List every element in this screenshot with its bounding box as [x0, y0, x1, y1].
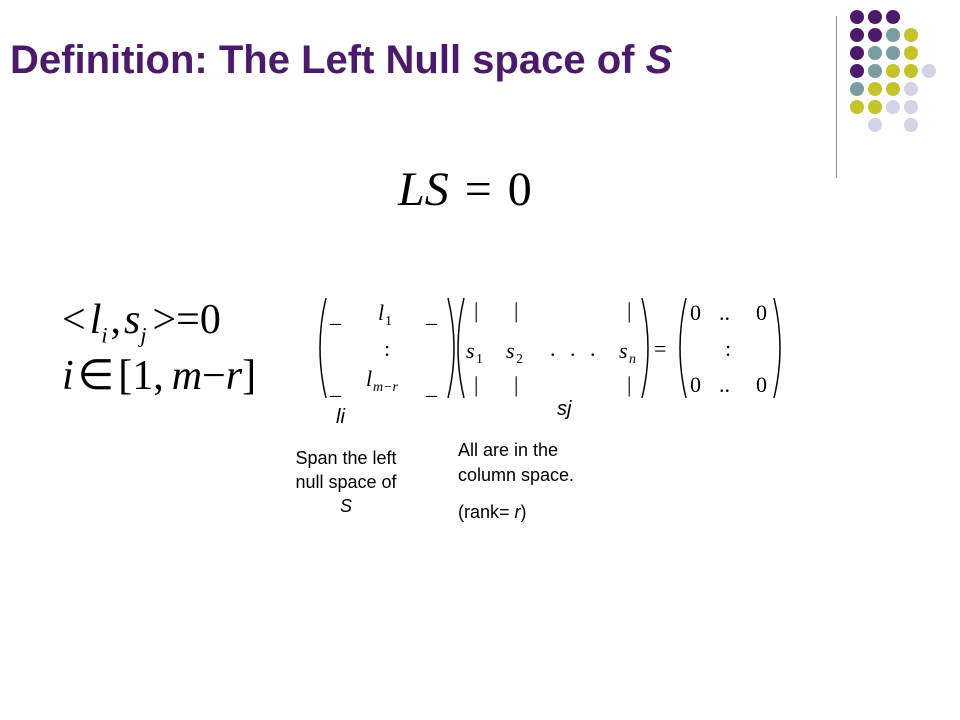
matrix-l-row1-subscript: 1	[385, 314, 392, 329]
angle-close-equals: >=	[152, 297, 200, 343]
decorative-dot	[850, 82, 864, 96]
interval-close: ]	[242, 353, 257, 399]
decorative-dot-grid	[850, 10, 940, 160]
caption-column-space	[458, 438, 658, 525]
matrix-zero-top-dots: ..	[719, 300, 730, 325]
comma: ,	[110, 297, 121, 343]
matrix-zero-top-left: 0	[690, 300, 701, 325]
decorative-dot	[868, 28, 882, 42]
matrix-s-col1-bar-bottom: |	[474, 372, 479, 397]
var-s-subscript: j	[140, 322, 147, 348]
decorative-dot	[868, 100, 882, 114]
decorative-dot	[904, 46, 918, 60]
matrix-l-row3-left-dash: _	[330, 374, 341, 399]
var-m: m	[171, 353, 203, 399]
main-equation-equals: =	[464, 163, 492, 216]
caption-left-line1: Span the left	[295, 448, 397, 468]
decorative-dot	[868, 64, 882, 78]
matrix-s-right-paren	[642, 298, 648, 398]
decorative-dot	[904, 100, 918, 114]
var-i: i	[62, 353, 74, 399]
matrix-s-coln-var: s	[619, 338, 628, 363]
decorative-dot	[850, 28, 864, 42]
slide-title	[10, 36, 672, 84]
matrix-s-col1-bar-top: |	[474, 298, 479, 323]
matrix-equals: =	[654, 336, 667, 361]
matrix-s-coln-bar-bottom: |	[627, 372, 632, 397]
var-r: r	[225, 353, 243, 399]
index-range-equation	[62, 352, 256, 400]
caption-left-line2: null space of	[295, 472, 397, 492]
zero: 0	[199, 297, 221, 343]
matrix-l-row1-right-dash: _	[426, 302, 437, 327]
decorative-dot	[922, 64, 936, 78]
decorative-dot	[886, 28, 900, 42]
decorative-dot	[850, 10, 864, 24]
decorative-dot	[850, 100, 864, 114]
decorative-dot	[904, 118, 918, 132]
matrix-l-row3-right-dash: _	[426, 374, 437, 399]
matrix-zero-bottom-right: 0	[756, 372, 767, 397]
decorative-dot	[886, 82, 900, 96]
matrix-s-col2-var: s	[506, 338, 515, 363]
matrix-l-right-paren	[448, 298, 454, 398]
rank-variable: r	[514, 502, 521, 522]
matrix-zero-left-paren	[680, 298, 686, 398]
decorative-dot	[886, 64, 900, 78]
caption-left-variable: S	[339, 496, 352, 516]
caption-left-null-space	[270, 446, 422, 518]
angle-open: <	[62, 297, 86, 343]
main-equation-rhs: 0	[507, 163, 532, 216]
main-equation-lhs: LS	[398, 163, 449, 216]
caption-right-line2: column space.	[458, 465, 575, 485]
matrix-zero-bottom-dots: ..	[719, 372, 730, 397]
matrix-l-row3-var: l	[366, 366, 373, 391]
matrix-s-col2-bar-bottom: |	[514, 372, 519, 397]
decorative-dot	[904, 64, 918, 78]
decorative-dot	[850, 64, 864, 78]
var-s: s	[123, 297, 141, 343]
decorative-dot	[868, 118, 882, 132]
decorative-dot	[868, 10, 882, 24]
matrix-s-dot-3: .	[590, 336, 596, 361]
element-of-symbol: ∈	[77, 353, 115, 399]
decorative-dot	[904, 28, 918, 42]
label-li: li	[336, 406, 345, 428]
caption-right-line1: All are in the	[458, 440, 559, 460]
matrix-s-left-paren	[458, 298, 464, 398]
decorative-dot	[904, 82, 918, 96]
rank-suffix: )	[520, 502, 527, 522]
main-equation	[398, 160, 532, 220]
var-l-subscript: i	[101, 322, 108, 348]
matrix-s-col2-bar-top: |	[514, 298, 519, 323]
minus-sign: −	[202, 353, 226, 399]
matrix-s-coln-bar-top: |	[627, 298, 632, 323]
matrix-zero-bottom-left: 0	[690, 372, 701, 397]
matrix-equation	[312, 292, 792, 412]
matrix-l-row3-subscript: m−r	[373, 380, 399, 395]
matrix-l-row1-left-dash: _	[330, 302, 341, 327]
matrix-s-col1-var: s	[466, 338, 475, 363]
decorative-dot	[886, 46, 900, 60]
matrix-l-row1-var: l	[378, 300, 385, 325]
decorative-dot	[886, 100, 900, 114]
decorative-dot	[850, 46, 864, 60]
matrix-zero-top-right: 0	[756, 300, 767, 325]
matrix-s-coln-subscript: n	[629, 352, 636, 367]
decorative-dot	[868, 82, 882, 96]
decorative-divider	[836, 16, 837, 178]
label-sj: sj	[557, 398, 572, 420]
matrix-l-vdots: :	[384, 336, 391, 361]
matrix-s-dot-2: .	[570, 336, 576, 361]
matrix-zero-right-paren	[774, 298, 780, 398]
matrix-l-left-paren	[320, 298, 326, 398]
var-l: l	[89, 297, 102, 343]
matrix-s-dot-1: .	[550, 336, 556, 361]
decorative-dot	[886, 10, 900, 24]
interval-open: [1,	[118, 353, 164, 399]
matrix-s-col1-subscript: 1	[476, 352, 483, 367]
matrix-s-col2-subscript: 2	[516, 352, 523, 367]
title-variable: S	[645, 38, 673, 82]
decorative-dot	[868, 46, 882, 60]
inner-product-equation	[62, 296, 221, 359]
rank-prefix: (rank=	[458, 502, 515, 522]
title-text: Definition: The Left Null space of	[10, 38, 646, 82]
caption-rank	[458, 500, 658, 525]
matrix-zero-vdots: :	[725, 336, 732, 361]
